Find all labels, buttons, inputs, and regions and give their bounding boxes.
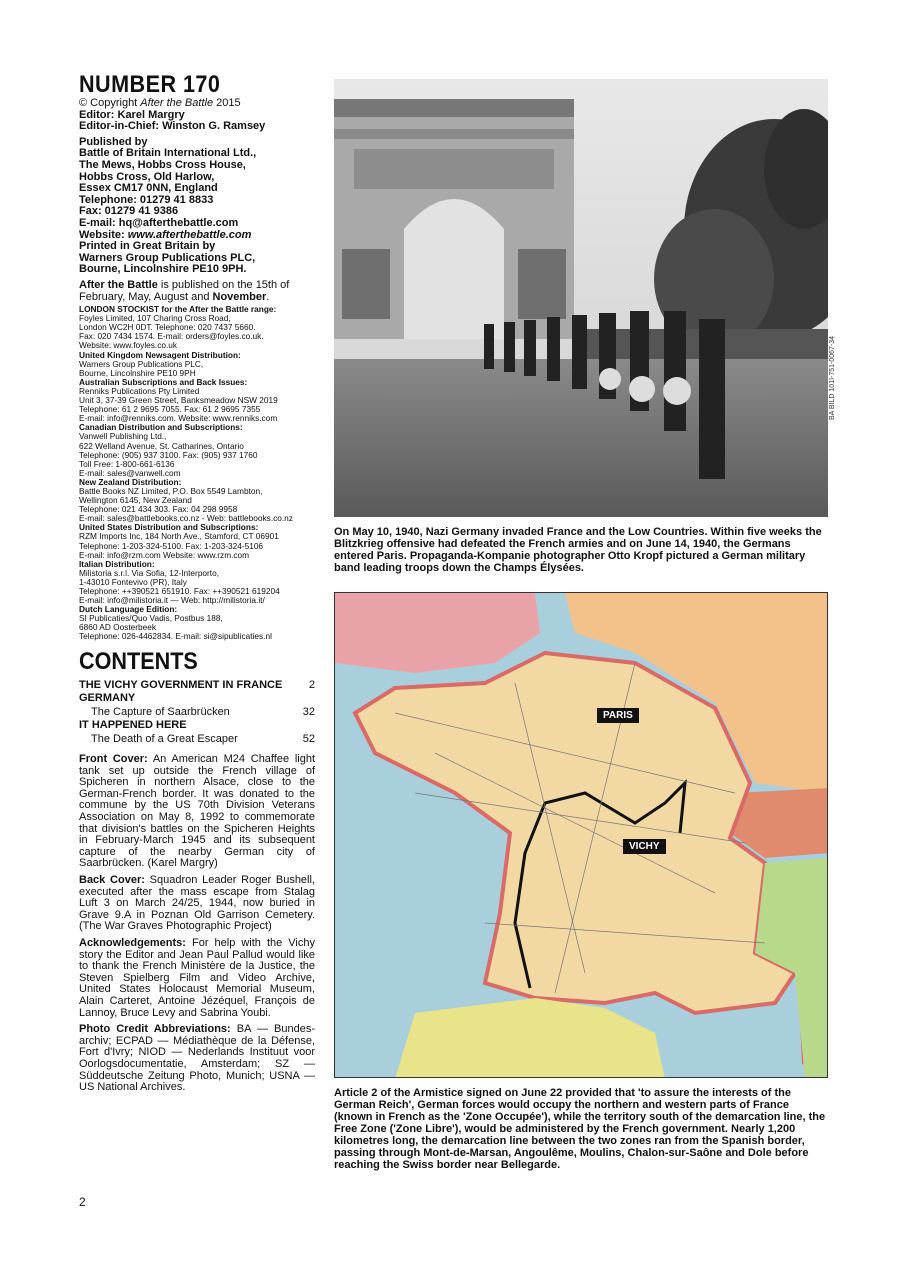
editor-in-chief: Editor-in-Chief: Winston G. Ramsey <box>79 120 266 133</box>
distribution-heading: LONDON STOCKIST for the After the Battle range: <box>79 304 277 315</box>
publisher-line: Essex CM17 0NN, England <box>79 182 218 195</box>
contents-title: IT HAPPENED HERE <box>79 719 187 732</box>
issue-number: NUMBER 170 <box>79 71 221 98</box>
map-label-vichy: VICHY <box>623 839 666 854</box>
contents-title: GERMANY <box>79 692 136 705</box>
distribution-heading: Australian Subscriptions and Back Issues: <box>79 376 248 387</box>
distribution-line: SI Publicaties/Quo Vadis, Postbus 188, <box>79 613 223 624</box>
distribution-line: 6860 AD Oosterbeek <box>79 622 157 633</box>
distribution-heading: Canadian Distribution and Subscriptions: <box>79 422 243 433</box>
distribution-heading: Italian Distribution: <box>79 558 155 569</box>
distribution-line: RZM Imports Inc, 184 North Ave., Stamford, CT 06901 <box>79 531 279 542</box>
distribution-line: Battle Books NZ Limited, P.O. Box 5549 Lambton, <box>79 485 263 496</box>
publisher-line: The Mews, Hobbs Cross House, <box>79 158 246 171</box>
publisher-line[interactable]: E-mail: hq@afterthebattle.com <box>79 216 239 229</box>
publisher-line: Telephone: 01279 41 8833 <box>79 193 214 206</box>
distribution-line: E-mail: sales@battlebooks.co.nz - Web: battlebooks.co.nz <box>79 513 293 524</box>
distribution-line: Vanwell Publishing Ltd., <box>79 431 167 442</box>
distribution-line: 1-43010 Fontevivo (PR), Italy <box>79 576 187 587</box>
contents-heading: CONTENTS <box>79 647 198 675</box>
distribution-heading: United Kingdom Newsagent Distribution: <box>79 349 241 360</box>
publisher-line: Fax: 01279 41 9386 <box>79 205 179 218</box>
contents-title: The Death of a Great Escaper <box>91 732 238 745</box>
left-column <box>79 72 315 1094</box>
printer-line: Bourne, Lincolnshire PE10 9PH. <box>79 263 247 276</box>
distribution-line: Telephone: 61 2 9695 7055. Fax: 61 2 9695 7355 <box>79 404 261 415</box>
distribution-line: Renniks Publications Pty Limited <box>79 385 200 396</box>
distribution-line: Unit 3, 37-39 Green Street, Banksmeadow NSW 2019 <box>79 395 278 406</box>
website[interactable]: Website: www.afterthebattle.com <box>79 228 252 241</box>
photo-credit: BA BILD 101I-751-0067-34 <box>829 335 836 420</box>
publisher-line: Hobbs Cross, Old Harlow, <box>79 170 215 183</box>
arc-de-triomphe-photo <box>334 79 828 517</box>
distribution-line: London WC2H 0DT. Telephone: 020 7437 5660. <box>79 322 256 333</box>
printer-block <box>79 241 315 276</box>
contents-item[interactable] <box>79 733 315 747</box>
distribution-line: Telephone: (905) 937 3100. Fax: (905) 937 1760 <box>79 449 258 460</box>
distribution-line: E-mail: info@rzm.com Website: www.rzm.com <box>79 549 250 560</box>
printer-line: Printed in Great Britain by <box>79 240 216 253</box>
contents-item[interactable] <box>79 692 315 706</box>
back-cover-note: Back Cover: Squadron Leader Roger Bushell, executed after the mass escape from Stalag Luft 3 on March 24/25, 1944, now buried in Grave 9.A in Poznan Old Garrison Cemetery. (The War Graves Photographic Project) <box>79 874 315 933</box>
distribution-line: Milistoria s.r.l. Via Sofia, 12-Interporto, <box>79 567 220 578</box>
contents-title: The Capture of Saarbrücken <box>91 705 230 718</box>
contents-title: THE VICHY GOVERNMENT IN FRANCE <box>79 678 283 691</box>
photo-illustration <box>334 79 828 517</box>
publisher-line: Published by <box>79 135 148 148</box>
publication-schedule: After the Battle is published on the 15th of February, May, August and November. <box>79 278 290 303</box>
contents-item[interactable] <box>79 706 315 720</box>
distribution-line: Bourne, Lincolnshire PE10 9PH <box>79 367 196 378</box>
contents-item[interactable] <box>79 679 315 693</box>
copyright: © Copyright After the Battle 2015 <box>79 97 241 109</box>
distribution-line: Telephone: 026-4462834. E-mail: si@sipublicaties.nl <box>79 631 272 642</box>
distribution-line: Foyles Limited, 107 Charing Cross Road, <box>79 313 231 324</box>
distribution-line: Toll Free: 1-800-661-6136 <box>79 458 175 469</box>
distribution-line: E-mail: info@renniks.com. Website: www.renniks.com <box>79 413 278 424</box>
table-of-contents <box>79 679 315 747</box>
photo-credits: Photo Credit Abbreviations: BA — Bundes-archiv; ECPAD — Médiathèque de la Défense, Fort d'Ivry; NIOD — Nederlands Instituut voor Oorlogsdocumentatie, Amsterdam; SZ — Süddeutsche Zeitung Photo, Munich; USNA — US National Archives. <box>79 1023 315 1094</box>
front-cover-note: Front Cover: An American M24 Chaffee light tank set up outside the French village of Spicheren in northern Alsace, close to the German-French border. It was donated to the commune by the US 70th Division Veterans Association on May 8, 1992 to commemorate that division's battles on the Spicheren Heights in February-March 1945 and its subsequent capture of the nearby German city of Saarbrücken. (Karel Margry) <box>79 753 315 870</box>
acknowledgements: Acknowledgements: For help with the Vichy story the Editor and Jean Paul Pallud would like to thank the French Ministère de la Justice, the Steven Spielberg Film and Video Archive, United States Holocaust Memorial Museum, Alain Carteret, Antoine Jézéquel, François de Lannoy, Bruce Levy and Sabrina Youbi. <box>79 936 315 1019</box>
distribution-line: Fax: 020 7434 1574. E-mail: orders@foyles.co.uk. <box>79 331 264 342</box>
distribution-line: Telephone: 1-203-324-5100. Fax: 1-203-324-5106 <box>79 540 264 551</box>
distribution-heading: United States Distribution and Subscriptions: <box>79 522 259 533</box>
publisher-block <box>79 137 315 230</box>
photo-caption: On May 10, 1940, Nazi Germany invaded France and the Low Countries. Within five weeks the Blitzkrieg offensive had defeated the French armies and on June 14, 1940, the Germans entered Paris. Propaganda-Kompanie photographer Otto Kropf pictured a German military band leading troops down the Champs Élysées. <box>334 526 822 574</box>
editor: Editor: Karel Margry <box>79 108 185 121</box>
map-caption: Article 2 of the Armistice signed on June 22 provided that 'to assure the interests of the German Reich', German forces would occupy the northern and western parts of France (known in French as the 'Zone Occupée'), while the territory south of the demarcation line, the Free Zone ('Zone Libre'), would be administered by the French government. Nearly 1,200 kilometres long, the demarcation line between the two zones ran from the Spanish border, passing through Mont-de-Marsan, Angoulême, Moulins, Chalon-sur-Saône and Dole before reaching the Swiss border near Bellegarde. <box>334 1087 826 1171</box>
contents-page: 2 <box>308 678 315 691</box>
distribution-line: 622 Welland Avenue, St. Catharines, Ontario <box>79 440 244 451</box>
publisher-line: Battle of Britain International Ltd., <box>79 147 257 160</box>
distribution-line: Telephone: 021 434 303. Fax: 04 298 9958 <box>79 504 238 515</box>
france-map <box>334 592 828 1078</box>
distribution-heading: New Zealand Distribution: <box>79 476 182 487</box>
map-illustration <box>335 593 828 1078</box>
contents-item[interactable] <box>79 719 315 733</box>
contents-page: 52 <box>302 732 315 745</box>
map-label-paris: PARIS <box>597 708 639 723</box>
distribution-line: E-mail: sales@vanwell.com <box>79 467 181 478</box>
distribution-heading: Dutch Language Edition: <box>79 604 178 615</box>
distribution-line: Wellington 6145, New Zealand <box>79 495 192 506</box>
distribution-line: Telephone: ++390521 651910. Fax: ++390521 619204 <box>79 586 280 596</box>
page-number: 2 <box>79 1195 86 1209</box>
distribution-line: E-mail: info@milistoria.it — Web: http://milistoria.it/ <box>79 595 265 606</box>
contents-page: 32 <box>302 705 315 718</box>
distribution-list <box>79 305 315 641</box>
distribution-line: Warners Group Publications PLC, <box>79 358 204 369</box>
distribution-line: Website: www.foyles.co.uk <box>79 340 178 351</box>
printer-line: Warners Group Publications PLC, <box>79 251 256 264</box>
